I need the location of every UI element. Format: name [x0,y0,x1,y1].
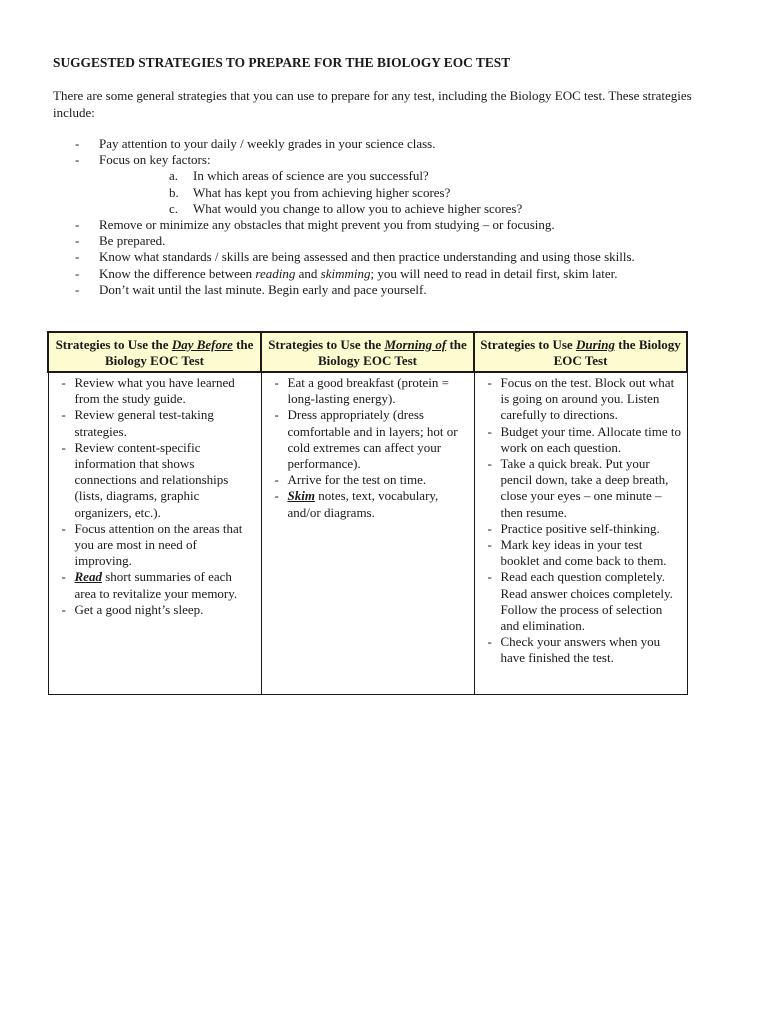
list-item: - Take a quick break. Put your pencil down, take a deep breath, close your eyes – one minute – then resume. [487,456,669,520]
list-item: - Eat a good breakfast (protein = long-lasting energy). [274,375,449,407]
cell-during [474,372,687,695]
list-item: - Budget your time. Allocate time to work on each question. [487,423,682,455]
general-strategies-list [75,136,715,298]
sub-list-item: b. What has kept you from achieving higher scores? [169,184,451,200]
list-item: - Remove or minimize any obstacles that might prevent you from studying – or focusing. [75,217,555,233]
list-item: - Review content-specific information that shows connections and relationships (lists, diagrams, graphic organizers, etc.). [61,439,229,520]
header-during: Strategies to Use During the Biology EOC Test [474,332,687,372]
intro-paragraph: There are some general strategies that you can use to prepare for any test, including the Biology EOC test. These strategies include: [53,88,692,120]
list-item: - Be prepared. [75,233,166,249]
list-item: - Focus on key factors: a. In which areas of science are you successful? b. What has kept you from achieving higher scores? c. What would you change to allow you to achieve higher scores? [75,152,715,217]
header-day-before: Strategies to Use the Day Before the Biology EOC Test [48,332,261,372]
list-item: - Get a good night’s sleep. [61,601,204,617]
list-item: - Focus on the test. Block out what is going on around you. Listen carefully to directions. [487,375,675,423]
table-header-row [48,332,687,372]
list-item: - Focus attention on the areas that you are most in need of improving. [61,520,243,569]
list-item: - Pay attention to your daily / weekly grades in your science class. [75,136,436,151]
list-item: - Practice positive self-thinking. [487,520,660,536]
list-item: - Review general test-taking strategies. [61,407,214,439]
list-item: - Skim notes, text, vocabulary, and/or diagrams. [274,488,439,520]
list-item: - Know the difference between reading and skimming; you will need to read in detail first, skim later. [75,265,618,281]
list-item: - Read each question completely. Read answer choices completely. Follow the process of selection and elimination. [487,569,673,634]
sub-list-item: a. In which areas of science are you successful? [169,168,429,184]
key-factors-sublist [99,168,715,217]
list-item: - Read short summaries of each area to revitalize your memory. [61,569,238,601]
list-item: - Mark key ideas in your test booklet and come back to them. [487,537,667,569]
list-item: - Review what you have learned from the study guide. [61,375,235,407]
list-item: - Know what standards / skills are being assessed and then practice understanding and using those skills. [75,249,635,265]
list-item: - Dress appropriately (dress comfortable and in layers; hot or cold extremes can affect your performance). [274,407,458,472]
list-item: - Arrive for the test on time. [274,472,427,488]
strategies-table [47,331,688,695]
document-title: SUGGESTED STRATEGIES TO PREPARE FOR THE BIOLOGY EOC TEST [53,55,511,70]
sub-list-item: c. What would you change to allow you to achieve higher scores? [169,200,523,216]
table-row [48,372,687,695]
list-item: - Check your answers when you have finished the test. [487,634,661,666]
list-item: - Don’t wait until the last minute. Begin early and pace yourself. [75,281,427,297]
cell-day-before [48,372,261,695]
cell-morning-of [261,372,474,695]
header-morning-of: Strategies to Use the Morning of the Biology EOC Test [261,332,474,372]
